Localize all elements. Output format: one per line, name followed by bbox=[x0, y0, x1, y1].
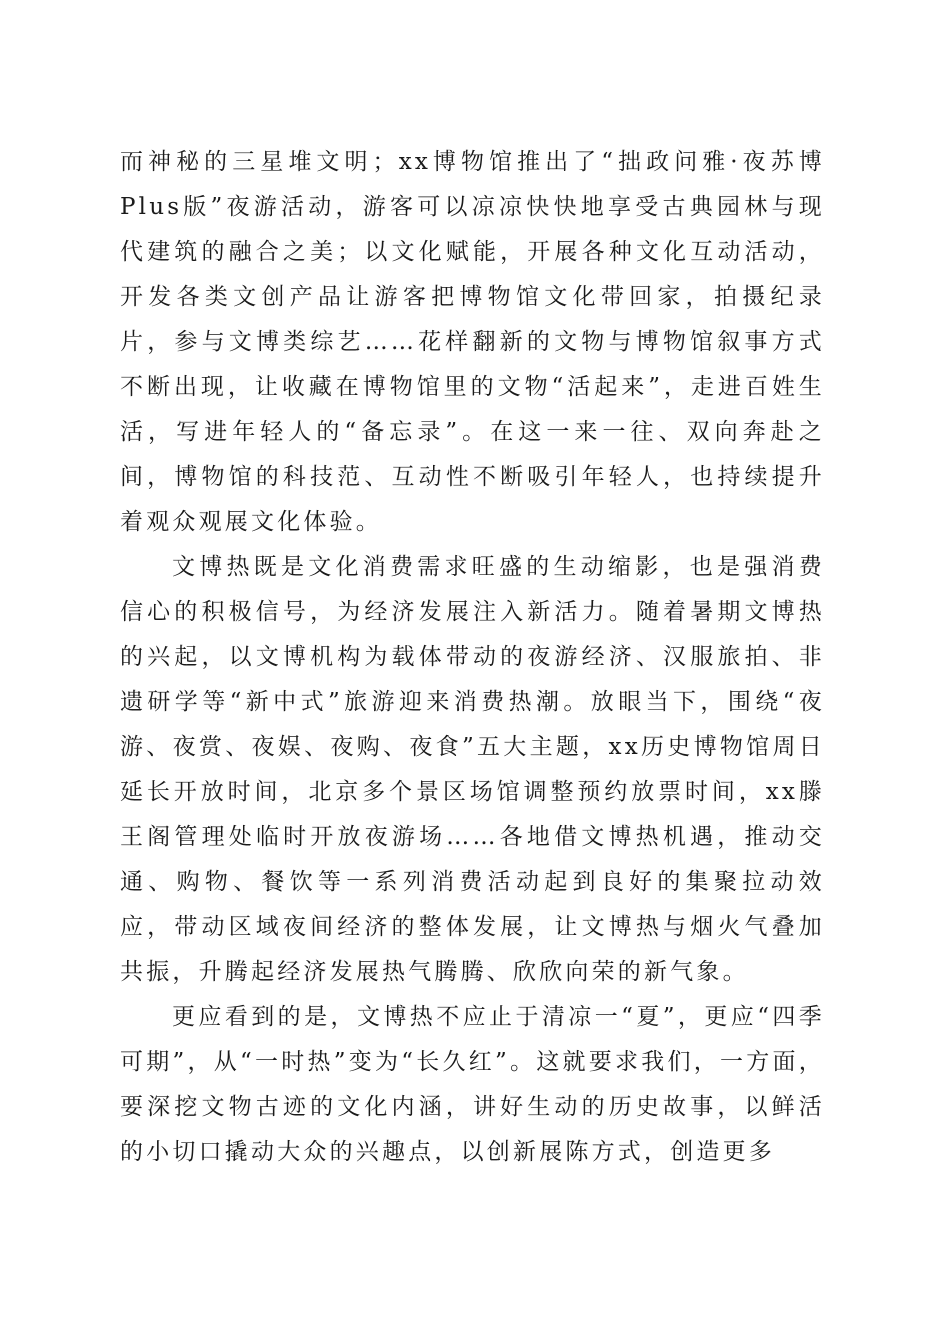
paragraph-2: 文博热既是文化消费需求旺盛的生动缩影，也是强消费信心的积极信号，为经济发展注入新活力。随着暑期文博热的兴起，以文博机构为载体带动的夜游经济、汉服旅拍、非遗研学等“新中式”旅游迎来消费热潮。放眼当下，围绕“夜游、夜赏、夜娱、夜购、夜食”五大主题，xx历史博物馆周日延长开放时间，北京多个景区场馆调整预约放票时间，xx滕王阁管理处临时开放夜游场……各地借文博热机遇，推动交通、购物、餐饮等一系列消费活动起到良好的集聚拉动效应，带动区域夜间经济的整体发展，让文博热与烟火气叠加共振，升腾起经济发展热气腾腾、欣欣向荣的新气象。 bbox=[120, 554, 825, 985]
paragraph-1: 而神秘的三星堆文明；xx博物馆推出了“拙政问雅·夜苏博Plus版”夜游活动，游客可以凉凉快快地享受古典园林与现代建筑的融合之美；以文化赋能，开展各种文化互动活动，开发各类文创产品让游客把博物馆文化带回家，拍摄纪录片，参与文博类综艺……花样翻新的文物与博物馆叙事方式不断出现，让收藏在博物馆里的文物“活起来”，走进百姓生活，写进年轻人的“备忘录”。在这一来一往、双向奔赴之间，博物馆的科技范、互动性不断吸引年轻人，也持续提升着观众观展文化体验。 bbox=[120, 149, 825, 535]
paragraph-3: 更应看到的是，文博热不应止于清凉一“夏”，更应“四季可期”，从“一时热”变为“长久红”。这就要求我们，一方面，要深挖文物古迹的文化内涵，讲好生动的历史故事，以鲜活的小切口撬动大众的兴趣点，以创新展陈方式，创造更多 bbox=[120, 1004, 825, 1165]
article-body bbox=[120, 140, 825, 1175]
